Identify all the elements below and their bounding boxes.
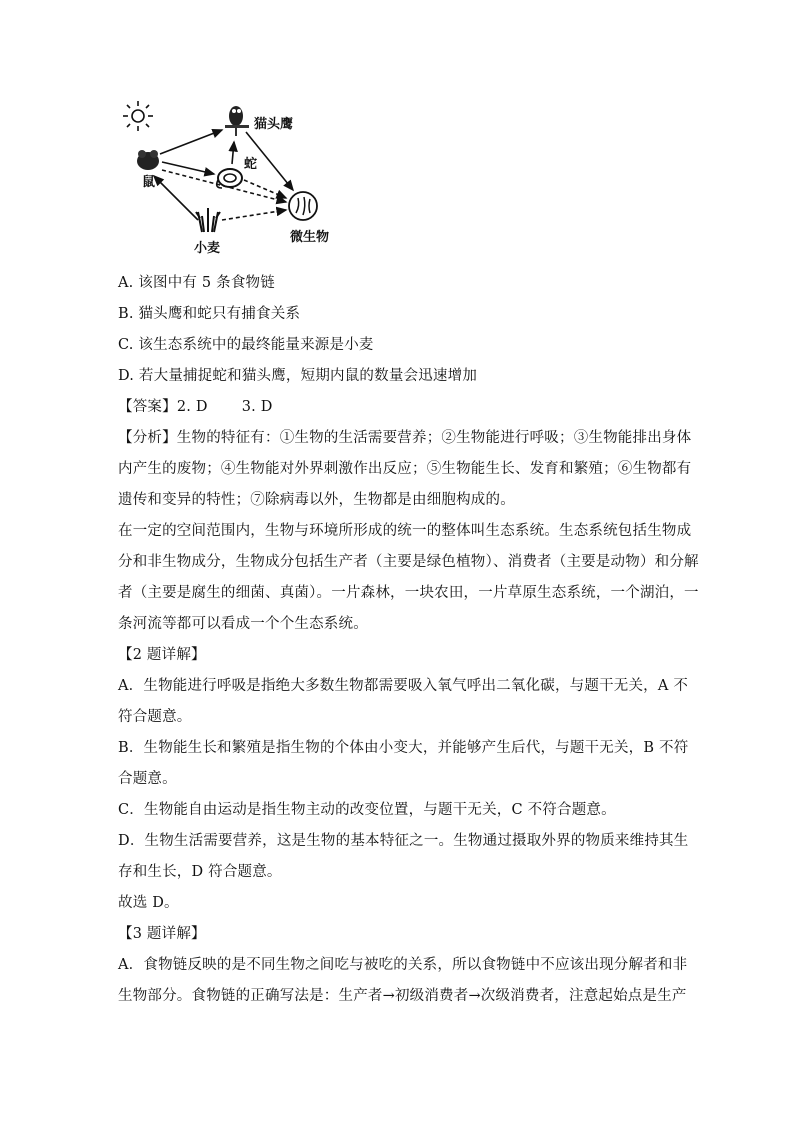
q2-detail-line: C．生物能自由运动是指生物主动的改变位置，与题干无关，C 不符合题意。	[118, 802, 616, 818]
analysis-line: 【分析】生物的特征有：①生物的生活需要营养；②生物能进行呼吸；③生物能排出身体	[118, 430, 692, 446]
q2-detail-line: A．生物能进行呼吸是指绝大多数生物都需要吸入氧气呼出二氧化碳，与题干无关，A 不	[118, 678, 689, 694]
mouse-icon	[137, 150, 159, 170]
mouse-label: 鼠	[142, 175, 156, 190]
q2-detail-line: B．生物能生长和繁殖是指生物的个体由小变大，并能够产生后代，与题干无关，B 不符	[118, 740, 689, 756]
answer-label: 【答案】	[118, 399, 177, 415]
q2-detail-line: 符合题意。	[118, 709, 192, 725]
wheat-icon	[196, 208, 220, 232]
q2-heading: 【2 题详解】	[118, 647, 206, 663]
option-c: C. 该生态系统中的最终能量来源是小麦	[118, 337, 374, 353]
q3-detail-line: 生物部分。食物链的正确写法是：生产者→初级消费者→次级消费者，注意起始点是生产	[118, 988, 687, 1004]
option-b: B. 猫头鹰和蛇只有捕食关系	[118, 306, 301, 322]
owl-label: 猫头鹰	[254, 117, 294, 132]
sun-icon	[123, 101, 153, 131]
analysis-line: 条河流等都可以看成一个个生态系统。	[118, 616, 368, 632]
q3-detail-line: A．食物链反映的是不同生物之间吃与被吃的关系，所以食物链中不应该出现分解者和非	[118, 957, 688, 973]
microbe-icon	[289, 192, 317, 220]
analysis-line: 内产生的废物；④生物能对外界刺激作出反应；⑤生物能生长、发育和繁殖；⑥生物都有	[118, 461, 692, 477]
answer-line	[118, 392, 678, 423]
wheat-label: 小麦	[194, 241, 221, 256]
q3-heading: 【3 题详解】	[118, 926, 206, 942]
answer-q2: 2. D	[176, 399, 208, 415]
analysis-line: 遗传和变异的特性；⑦除病毒以外，生物都是由细胞构成的。	[118, 492, 515, 508]
analysis-line: 者（主要是腐生的细菌、真菌）。一片森林，一块农田，一片草原生态系统，一个湖泊，一	[118, 585, 699, 601]
snake-icon	[217, 169, 242, 188]
analysis-line: 在一定的空间范围内，生物与环境所形成的统一的整体叫生态系统。生态系统包括生物成	[118, 523, 692, 539]
q2-detail-line: 存和生长，D 符合题意。	[118, 864, 282, 880]
analysis-line: 分和非生物成分，生物成分包括生产者（主要是绿色植物）、消费者（主要是动物）和分解	[118, 554, 699, 570]
food-web-diagram	[118, 96, 348, 261]
option-a: A. 该图中有 5 条食物链	[118, 275, 275, 291]
q2-detail-line: D．生物生活需要营养，这是生物的基本特征之一。生物通过摄取外界的物质来维持其生	[118, 833, 689, 849]
q2-detail-line: 故选 D。	[118, 895, 179, 911]
option-d: D. 若大量捕捉蛇和猫头鹰，短期内鼠的数量会迅速增加	[118, 368, 478, 384]
microbe-label: 微生物	[290, 230, 330, 245]
answer-q3: 3. D	[241, 399, 273, 415]
page-content	[118, 268, 699, 1012]
snake-label: 蛇	[244, 157, 258, 172]
q2-detail-line: 合题意。	[118, 771, 177, 787]
food-web-svg	[118, 96, 348, 261]
food-web-arrows	[154, 130, 293, 220]
owl-icon	[225, 106, 249, 136]
